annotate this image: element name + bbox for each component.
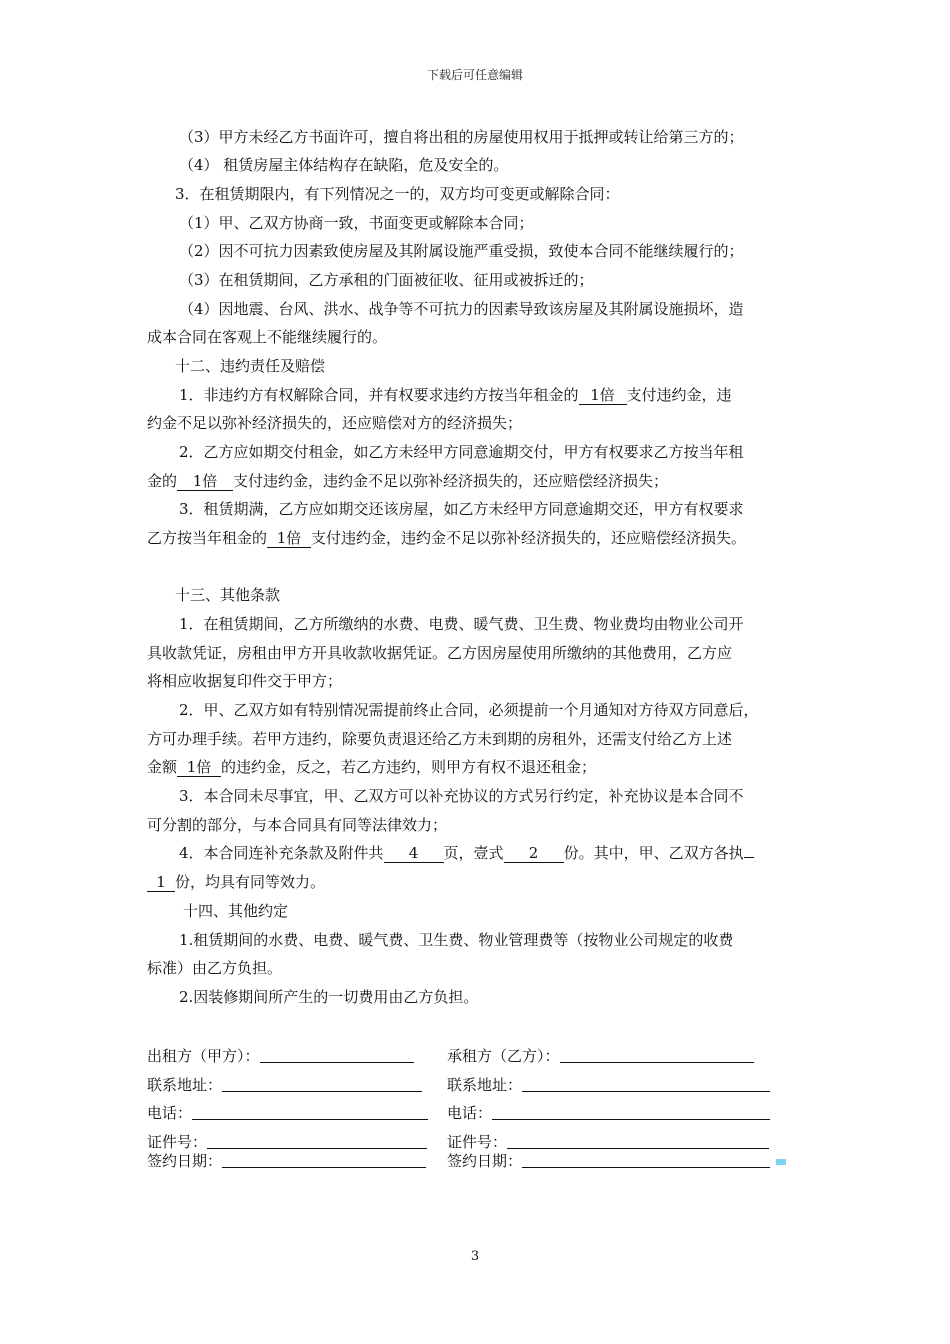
clause-text-part: 4．本合同连补充条款及附件共: [179, 844, 384, 862]
signature-label: 出租方（甲方）：: [147, 1047, 260, 1065]
signature-line[interactable]: [192, 1105, 428, 1120]
clause-text: 2．甲、乙双方如有特别情况需提前终止合同，必须提前一个月通知对方待双方同意后，: [179, 701, 759, 719]
blank-copies: 2: [504, 845, 564, 863]
signature-line[interactable]: [492, 1105, 770, 1120]
clause-text: 具收款凭证，房租由甲方开具收款收据凭证。乙方因房屋使用所缴纳的其他费用，乙方应: [147, 644, 733, 662]
blank-pages: 4: [384, 845, 444, 863]
signature-line[interactable]: [222, 1153, 426, 1168]
address-right: [447, 1075, 770, 1095]
blank-multiplier: 1倍: [177, 473, 233, 491]
signature-line[interactable]: [222, 1077, 422, 1092]
signature-label: 联系地址：: [447, 1076, 523, 1094]
clause-text: 约金不足以弥补经济损失的，还应赔偿对方的经济损失；: [147, 414, 523, 432]
clause-text-part: 支付违约金，违约金不足以弥补经济损失的，还应赔偿经济损失。: [311, 529, 747, 547]
clause-text-part: 的违约金，反之，若乙方违约，则甲方有权不退还租金；: [221, 758, 597, 776]
id-left: [147, 1132, 427, 1152]
blank-multiplier: 1倍: [177, 759, 221, 777]
clause-text: 成本合同在客观上不能继续履行的。: [147, 328, 388, 346]
blank-multiplier: 1倍: [579, 387, 627, 405]
signature-line[interactable]: [207, 1134, 427, 1149]
phone-right: [447, 1103, 770, 1123]
blank-multiplier: 1倍: [267, 530, 311, 548]
clause-text: 3．在租赁期限内，有下列情况之一的，双方均可变更或解除合同：: [175, 185, 620, 203]
signature-line[interactable]: [560, 1048, 754, 1063]
signature-line[interactable]: [522, 1153, 770, 1168]
clause-text: [179, 385, 732, 405]
clause-text: 2.因装修期间所产生的一切费用由乙方负担。: [179, 988, 479, 1006]
date-left: [147, 1151, 426, 1171]
clause-text-part: 页，壹式: [443, 844, 504, 862]
clause-text-part: 金的: [147, 472, 178, 490]
signature-line[interactable]: [507, 1134, 769, 1149]
signature-lessor: [147, 1046, 414, 1066]
clause-text-part: 份，均具有同等效力。: [175, 873, 326, 891]
clause-text: [147, 471, 668, 491]
clause-text-part: 支付违约金，违约金不足以弥补经济损失的，还应赔偿经济损失；: [233, 472, 669, 490]
section-heading-14: 十四、其他约定: [183, 902, 289, 920]
clause-text: [147, 528, 746, 548]
clause-text: 1．在租赁期间，乙方所缴纳的水费、电费、暖气费、卫生费、物业费均由物业公司开: [179, 615, 744, 633]
clause-text-part: 支付违约金，违: [626, 386, 732, 404]
section-heading-13: 十三、其他条款: [175, 586, 281, 604]
signature-label: 联系地址：: [147, 1076, 223, 1094]
signature-label: 签约日期：: [147, 1152, 223, 1170]
date-right: [447, 1151, 770, 1171]
address-left: [147, 1075, 422, 1095]
section-heading-12: 十二、违约责任及赔偿: [175, 357, 326, 375]
clause-text: 标准）由乙方负担。: [147, 959, 283, 977]
clause-text-part: 乙方按当年租金的: [147, 529, 268, 547]
clause-text: 2．乙方应如期交付租金，如乙方未经甲方同意逾期交付，甲方有权要求乙方按当年租: [179, 443, 744, 461]
clause-text: 3．租赁期满，乙方应如期交还该房屋，如乙方未经甲方同意逾期交还，甲方有权要求: [179, 500, 744, 518]
clause-text: （3）在租赁期间，乙方承租的门面被征收、征用或被拆迁的；: [179, 271, 594, 289]
page-number: 3: [470, 1249, 480, 1264]
signature-label: 承租方（乙方）：: [447, 1047, 560, 1065]
page-header: 下载后可任意编辑: [426, 68, 523, 82]
blank-trail: [744, 857, 754, 858]
clause-text: 将相应收据复印件交于甲方；: [147, 672, 343, 690]
signature-lessee: [447, 1046, 754, 1066]
clause-text: 方可办理手续。若甲方违约，除要负责退还给乙方未到期的房租外，还需支付给乙方上述: [147, 730, 733, 748]
phone-left: [147, 1103, 428, 1123]
signature-label: 证件号：: [447, 1133, 508, 1151]
signature-line[interactable]: [522, 1077, 770, 1092]
id-right: [447, 1132, 769, 1152]
clause-text: [179, 843, 754, 863]
clause-text-part: 金额: [147, 758, 178, 776]
clause-text: [147, 757, 596, 777]
clause-text-part: 1．非违约方有权解除合同，并有权要求违约方按当年租金的: [179, 386, 579, 404]
clause-text: [147, 872, 325, 892]
signature-label: 电话：: [147, 1104, 193, 1122]
clause-text: 3．本合同未尽事宜，甲、乙双方可以补充协议的方式另行约定，补充协议是本合同不: [179, 787, 744, 805]
clause-text: 1.租赁期间的水费、电费、暖气费、卫生费、物业管理费等（按物业公司规定的收费: [179, 931, 734, 949]
signature-label: 电话：: [447, 1104, 493, 1122]
clause-text: （4） 租赁房屋主体结构存在缺陷，危及安全的。: [179, 156, 509, 174]
blank-each-copies: 1: [147, 874, 175, 892]
clause-text: （3）甲方未经乙方书面许可，擅自将出租的房屋使用权用于抵押或转让给第三方的；: [179, 128, 744, 146]
clause-text-part: 份。其中，甲、乙双方各执: [563, 844, 744, 862]
clause-text: 可分割的部分，与本合同具有同等法律效力；: [147, 816, 448, 834]
clause-text: （2）因不可抗力因素致使房屋及其附属设施严重受损，致使本合同不能继续履行的；: [179, 242, 744, 260]
clause-text: （1）甲、乙双方协商一致，书面变更或解除本合同；: [179, 214, 534, 232]
highlight-mark: [776, 1159, 786, 1165]
signature-line[interactable]: [260, 1048, 414, 1063]
signature-label: 证件号：: [147, 1133, 208, 1151]
clause-text: （4）因地震、台风、洪水、战争等不可抗力的因素导致该房屋及其附属设施损坏，造: [179, 300, 744, 318]
signature-label: 签约日期：: [447, 1152, 523, 1170]
